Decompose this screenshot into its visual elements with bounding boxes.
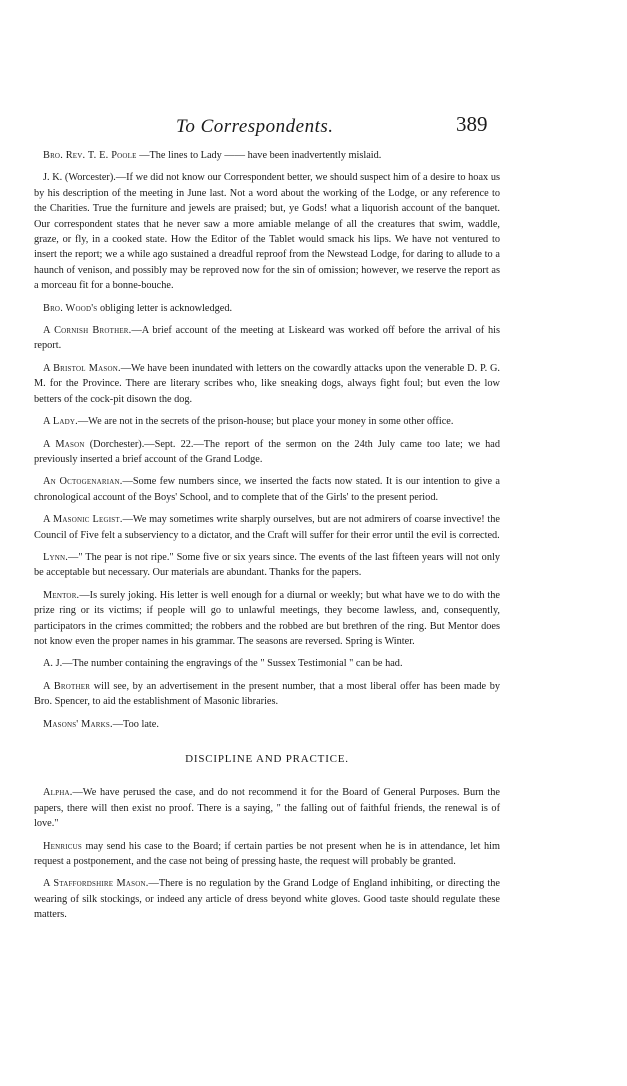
notice-addressee: A Masonic Legist. (43, 514, 123, 526)
notice-paragraph (34, 170, 500, 293)
notice-text: —The lines to Lady —— have been inadvertently mislaid. (139, 150, 382, 161)
notice-text: —We may sometimes write sharply ourselves, but are not admirers of coarse invective! the Council of Five felt a subserviency to a dictator, and the Craft will suffer for their error until the evil is corrected. (34, 514, 500, 541)
notice-text: —We have been inundated with letters on the cowardly attacks upon the venerable D. P. G. M. for the Province. There are literary scribes who, like sneaking dogs, always fight foul; but even the low betters of the cock-pit disown the dog. (34, 362, 500, 405)
notice-addressee: Lynn. (43, 551, 69, 563)
notice-text: —Is surely joking. His letter is well enough for a diurnal or weekly; but what have we to do with the prize ring or its victims; if people will go to unlawful meetings, they become lawless, and, consequently, participators in the crimes committed; the robbers and the robbed are but brethren of the ring. But Mentor does not know even the proper names in his grammar. The seasons are reversed. Spring is Winter. (34, 589, 500, 647)
correspondents-column (34, 148, 500, 930)
notice-addressee: Henricus (43, 840, 82, 852)
notice-text: —The number containing the engravings of the " Sussex Testimonial " can be had. (62, 658, 403, 670)
notice-text: will see, by an advertisement in the present number, that a most liberal offer has been made by Bro. Spencer, to aid the establishment of Masonic libraries. (34, 680, 500, 708)
notice-paragraph (34, 414, 500, 429)
running-title: To Correspondents. (176, 116, 334, 137)
notice-paragraph (34, 148, 500, 163)
notice-addressee: An Octogenarian. (43, 476, 123, 488)
notice-text: may send his case to the Board; if certain parties be not present when he is in attendance, let him request a postponement, and the case not being of pressing haste, the request will probably be granted. (34, 840, 500, 868)
notice-paragraph (34, 717, 500, 732)
notice-paragraph (34, 323, 500, 354)
notice-addressee: A Staffordshire Mason. (43, 878, 149, 890)
notice-addressee: A Lady. (43, 416, 78, 428)
page-header (0, 112, 627, 142)
notice-text: (Dorchester).—Sept. 22.—The report of the sermon on the 24th July came too late; we had previously inserted a brief account of the Grand Lodge. (34, 438, 500, 465)
notice-paragraph (34, 876, 500, 922)
notice-paragraph (34, 550, 500, 581)
notice-text: —A brief account of the meeting at Liskeard was worked off before the arrival of his report. (34, 325, 500, 352)
notice-paragraph (34, 839, 500, 870)
notice-addressee: Masons' Marks. (43, 718, 113, 730)
notice-addressee: A Cornish Brother. (43, 325, 132, 337)
notice-addressee: A Bristol Mason. (43, 362, 121, 374)
notice-text: —Too late. (112, 718, 159, 730)
notice-addressee: Bro. Wood's (43, 302, 98, 314)
notice-paragraph (34, 301, 500, 316)
section-heading: DISCIPLINE AND PRACTICE. (185, 753, 349, 765)
notice-text: (Worcester).—If we did not know our Correspondent better, we should suspect him of a desire to hoax us by his description of the meeting in June last. Not a word about the working of the Lodge, or any reference to the Charities. True the furniture and jewels are praised; but, ye Gods! what a liquorish account of the banquet. Our correspondent states that he never saw a more amiable melange of all the creatures that swim, waddle, graze, or fly, in a cooked state. How the Editor of the Tablet would smack his lips. We have not ventured to insert the report; we a while ago sustained a dreadful reproof from the Newstead Lodge, for daring to allude to a haunch of venison, and possibly may be reproved now for the sin of omission; however, we reserve the report as a morceau fit for a bonne-bouche. (34, 172, 500, 292)
notice-text: —We have perused the case, and do not recommend it for the Board of General Purposes. Burn the papers, there will then exist no proof. There is a saying, " the falling out of faithful friends, the renewal is of love." (34, 787, 500, 830)
notice-paragraph (34, 679, 500, 710)
notice-paragraph (34, 785, 500, 831)
notice-paragraph (34, 474, 500, 505)
notice-paragraph (34, 588, 500, 650)
notice-addressee: A Mason (43, 438, 85, 450)
notice-paragraph (34, 437, 500, 468)
page-number: 389 (456, 112, 488, 136)
notice-addressee: J. K. (43, 172, 63, 184)
notice-paragraph (34, 361, 500, 407)
notice-addressee: A Brother (43, 680, 91, 692)
notice-addressee: Alpha. (43, 787, 73, 799)
notice-text: —" The pear is not ripe." Some five or six years since. The events of the last fifteen years will not only be acceptable but necessary. Our materials are abundant. Thanks for the papers. (34, 551, 500, 579)
notice-paragraph (34, 512, 500, 543)
notice-addressee: Mentor. (43, 589, 80, 601)
notice-text: —There is no regulation by the Grand Lodge of England inhibiting, or directing the wearing of silk stockings, or indeed any article of dress beyond white gloves. Good taste should regulate these matters. (34, 878, 500, 921)
notice-addressee: A. J. (43, 658, 63, 670)
notice-text: —Some few numbers since, we inserted the facts now stated. It is our intention to give a chronological account of the Boys' School, and to complete that of the Girls' to the present period. (34, 476, 501, 503)
notice-text: obliging letter is acknowledged. (99, 302, 233, 314)
notice-addressee: Bro. Rev. T. E. Poole (43, 150, 137, 161)
notice-text: —We are not in the secrets of the prison-house; but place your money in some other office. (77, 416, 454, 428)
notice-paragraph (34, 656, 500, 671)
